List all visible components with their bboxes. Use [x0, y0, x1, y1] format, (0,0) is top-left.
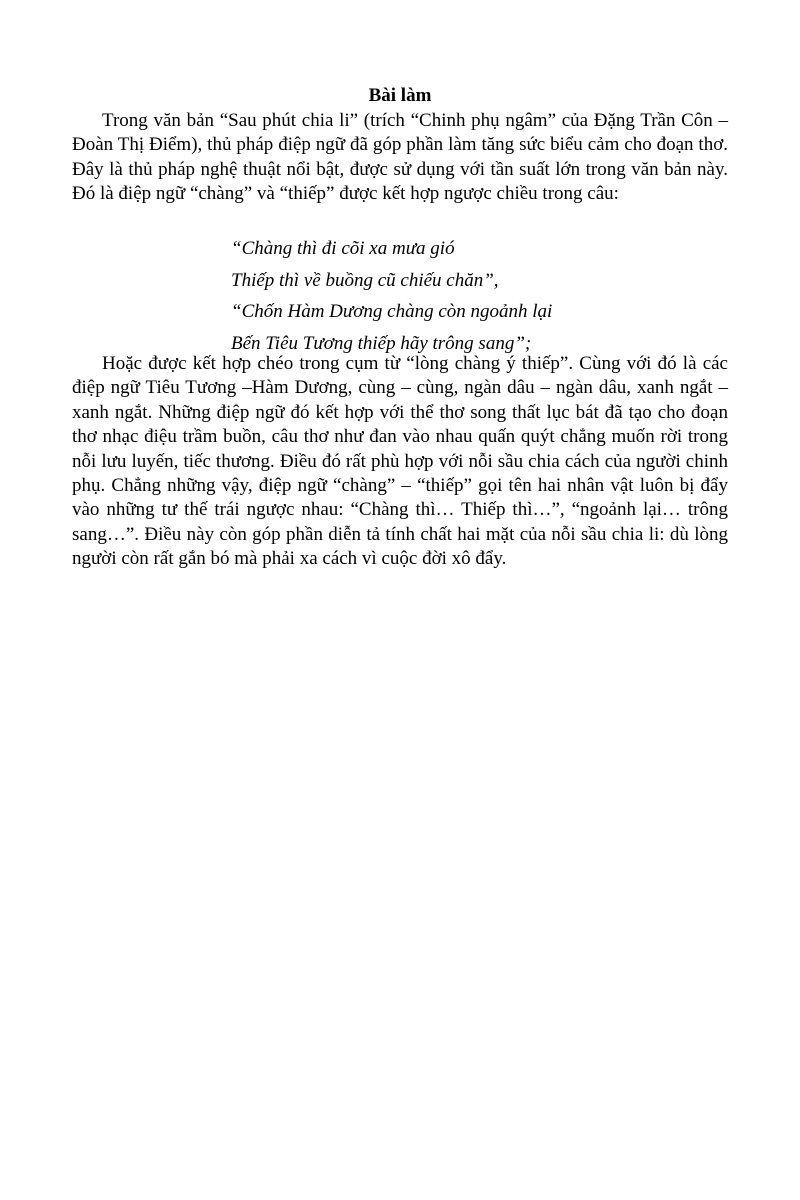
verse-line: “Chàng thì đi cõi xa mưa gió — [231, 238, 455, 259]
verse-quote — [231, 233, 711, 359]
page-title: Bài làm — [368, 85, 432, 106]
verse-line: “Chốn Hàm Dương chàng còn ngoảnh lại — [231, 301, 553, 322]
verse-line: Thiếp thì về buồng cũ chiếu chăn”, — [231, 269, 499, 291]
paragraph-analysis: Hoặc được kết hợp chéo trong cụm từ “lòng chàng ý thiếp”. Cùng với đó là các điệp ngữ Tiêu Tương –Hàm Dương, cùng – cùng, ngàn dâu – ngàn dâu, xanh ngắt – xanh ngắt. Những điệp ngữ đó kết hợp với thể thơ song thất lục bát đã tạo cho đoạn thơ nhạc điệu trầm buồn, câu thơ như đan vào nhau quấn quýt chẳng muốn rời trong nỗi lưu luyến, tiếc thương. Điều đó rất phù hợp với nỗi sầu chia cách của người chinh phụ. Chẳng những vậy, điệp ngữ “chàng” – “thiếp” gọi tên hai nhân vật luôn bị đẩy vào những tư thế trái ngược nhau: “Chàng thì… Thiếp thì…”, “ngoảnh lại… trông sang…”. Điều này còn góp phần diễn tả tính chất hai mặt của nỗi sầu chia li: dù lòng người còn rất gắn bó mà phải xa cách vì cuộc đời xô đẩy. — [72, 353, 728, 570]
paragraph-intro: Trong văn bản “Sau phút chia li” (trích “Chinh phụ ngâm” của Đặng Trần Côn – Đoàn Thị Điểm), thủ pháp điệp ngữ đã góp phần làm tăng sức biểu cảm cho đoạn thơ. Đây là thủ pháp nghệ thuật nổi bật, được sử dụng với tần suất lớn trong văn bản này. Đó là điệp ngữ “chàng” và “thiếp” được kết hợp ngược chiều trong câu: — [72, 110, 728, 205]
verse-line: Bến Tiêu Tương thiếp hãy trông sang”; — [231, 332, 532, 354]
